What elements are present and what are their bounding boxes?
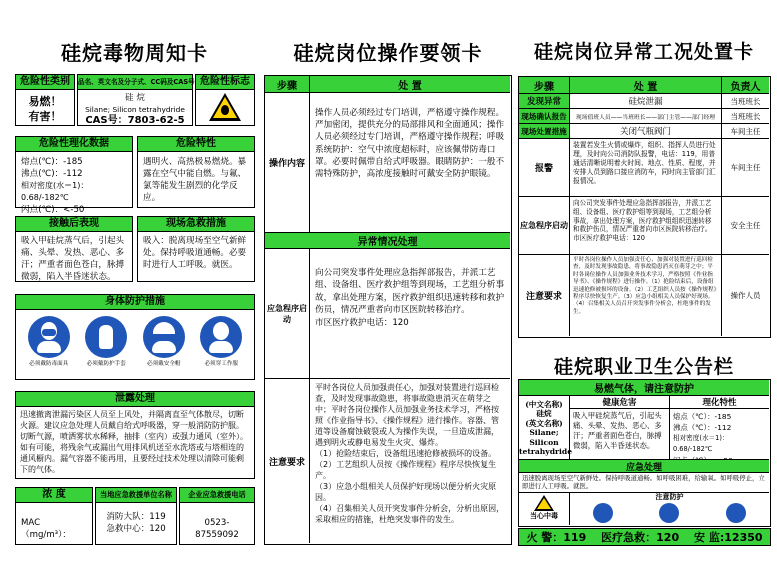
- op-text: 操作人员必须经过专门培训，严格遵守操作规程。严加密闭，提供充分的局部排风和全面通风；操作人员必须经过专门培训，严格遵守操作规程；呼吸系统防护：空气中浓度超标时，应该佩带防毒口罩。必要时佩带自给式呼吸器。眼睛防护：一般不需特殊防护，高浓度接触时可戴安全防护眼镜。: [309, 92, 510, 232]
- physchem-header: 危险性理化数据: [16, 137, 132, 152]
- physchem-line: 闪点(℃)：<-50: [21, 205, 85, 215]
- step-cell: 注意要求: [519, 254, 569, 336]
- owner-cell: 当班班长: [721, 93, 769, 108]
- firstaid-header: 现场急救措施: [138, 217, 254, 232]
- abnormal-card-table: [518, 76, 771, 338]
- prop-line: 沸点（℃）：-112: [673, 423, 732, 432]
- en-name-label: (英文名称): [525, 418, 563, 428]
- gloves-icon: [85, 316, 127, 358]
- en-name-value: tetrahydride: [519, 447, 573, 457]
- prop-cell: [669, 408, 769, 459]
- abnormal-header: 异常情况处理: [265, 232, 510, 248]
- concentration-text: MAC（mg/m³）：: [21, 518, 72, 540]
- note-item: （3）应急小组相关人员保护好现场以便分析火灾原因。: [315, 482, 497, 502]
- emergency-cell: [309, 248, 510, 378]
- poison-warning-icon: [534, 495, 554, 511]
- prop-header: 理化特性: [669, 395, 769, 408]
- owner-cell: 车间主任: [721, 138, 769, 196]
- health-text: 吸入甲硅烷蒸气后，引起头痛、头晕、发热、恶心、多汗；严重者面色苍白，脉搏微弱，陷入半昏迷状态。: [569, 408, 669, 459]
- emergency-phone: 市区医疗救护电话：120: [315, 317, 409, 328]
- card2-title: 硅烷岗位操作要领卡: [293, 41, 483, 65]
- leak-text: 迅速撤离泄漏污染区人员至上风处，并隔离直至气体散尽，切断火源。建议应急处理人员戴自给式呼吸器，穿一般消防防护服。切断气源，喷洒雾状水稀释，抽排（室内）或强力通风（室外）。如有可能，将残余气或漏出气用排风机送至水洗塔或与塔相连的通风橱内。漏气容器不能再用，且要经过技术处理以清除可能剩下的气体。: [20, 410, 248, 474]
- ppe-caption: 必须穿工作服: [204, 361, 239, 367]
- phone-footer: [518, 528, 771, 546]
- note-text: 平时各岗位人员加强责任心，加强对装置进行巡回检查，及时发现事故隐患，将事故隐患消灭在萌芽之中；平时各岗位操作人员加强业务技术学习，严格按照《作业指导书》、《操作规程》进行操作。容器、管道等设备腐蚀破裂或人为操作失误，一旦造成泄漏，遇到明火或静电易发生火灾、爆炸。: [315, 383, 499, 447]
- prop-line: 熔点（℃）：-185: [673, 412, 732, 421]
- ppe-box: [15, 294, 255, 380]
- gas-mask-icon: [593, 503, 613, 523]
- firstaid-box: [137, 216, 255, 282]
- card1-title: 硅烷毒物周知卡: [61, 41, 208, 65]
- contact-text: 吸入甲硅烷蒸气后，引起头痛、头晕、发热、恶心、多汗；严重者面色苍白，脉搏微弱，陷入半昏迷状态。: [21, 236, 125, 282]
- hazard-class-line2: 有害！: [28, 110, 62, 123]
- col-owner-header: 负责人: [721, 77, 769, 93]
- hazard-props-text: 遇明火、高热极易燃烧。暴露在空气中能自燃。与氟、氯等能发生剧烈的化学反应。: [143, 157, 247, 203]
- medical-phone: 医疗急救：120: [601, 531, 680, 544]
- step-cell: 报警: [519, 138, 569, 196]
- poison-sign-caption: 当心中毒: [530, 512, 558, 520]
- leak-box: [15, 391, 255, 479]
- leak-header: 泄露处理: [16, 392, 254, 407]
- physchem-box: [15, 136, 133, 215]
- gloves-icon: [659, 503, 679, 523]
- note-item: （4）召集相关人员开突发事件分析会，分析出原因，采取相应的措施，杜绝突发事件的发生。: [315, 504, 505, 524]
- note-label: 注意要求: [265, 378, 309, 543]
- gas-mask-icon: [28, 316, 70, 358]
- flammable-warning-icon: [209, 93, 241, 121]
- contact-header: 接触后表现: [16, 217, 132, 232]
- physchem-line: 熔点(℃)：-185: [21, 157, 83, 167]
- owner-cell: 当班班长: [721, 108, 769, 123]
- step-cell: 发现异常: [519, 93, 569, 108]
- proc-cell: 现场值班人员——当班班长——部门主管——部门经理: [569, 108, 721, 123]
- emergency-text: 向公司突发事件处理应急指挥部报告，并派工艺组、设备组、医疗救护组等到现场，工艺组分析事故，拿出处理方案，医疗救护组织迅速转移和救护伤员，情况严重者向市区医院转移治疗。: [315, 268, 505, 316]
- ppe-item: [23, 316, 75, 368]
- local-rescue-header: 当地应急救援单位名称: [96, 488, 176, 503]
- note-item: （2）工艺组织人员按《操作规程》程序尽快恢复生产。: [315, 460, 497, 480]
- en-name-value: Silicon: [529, 437, 559, 447]
- hazard-mark-box: [195, 74, 255, 126]
- col-proc-header: 处 置: [569, 77, 721, 93]
- note-item: （1）抢险结束后，设备组迅速抢修被损坏的设备。: [315, 449, 497, 458]
- emergency-center-phone: 急救中心：120: [106, 524, 166, 534]
- col-step-header: 步骤: [265, 76, 309, 92]
- substance-name-box: [77, 74, 193, 126]
- cn-name-value: 硅烷: [536, 409, 552, 419]
- op-label: 操作内容: [265, 92, 309, 232]
- concentration-box: [15, 487, 93, 545]
- physchem-line: 相对密度(水＝1)：0.68/-182℃: [21, 181, 89, 202]
- helmet-icon: [143, 316, 185, 358]
- step-cell: 应急程序启动: [519, 196, 569, 254]
- fire-brigade-phone: 消防大队：119: [106, 512, 166, 522]
- work-clothes-icon: [726, 503, 746, 523]
- emergency-header: 应急处理: [519, 459, 769, 472]
- company-phone-value: 0523-87559092: [195, 518, 239, 540]
- contact-box: [15, 216, 133, 282]
- company-phone-header: 企业应急救援电话: [180, 488, 254, 503]
- note-cell: [309, 378, 510, 543]
- cas-number: CAS号：7803-62-5: [85, 115, 185, 126]
- hazard-class-line1: 易燃！: [28, 95, 62, 108]
- proc-cell: 关闭气瓶阀门: [569, 123, 721, 138]
- card3-title: 硅烷岗位异常工况处置卡: [533, 41, 754, 63]
- physchem-line: 沸点(℃)：-112: [21, 169, 83, 179]
- concentration-header: 浓 度: [16, 488, 92, 503]
- proc-cell: 硅烷泄漏: [569, 93, 721, 108]
- prop-line: 相对密度(水＝1)：0.68/-182℃: [673, 434, 729, 453]
- step-cell: 现场确认报告: [519, 108, 569, 123]
- hazard-props-box: [137, 136, 255, 208]
- company-phone-box: [179, 487, 255, 545]
- emergency-label: 应急程序启动: [265, 248, 309, 378]
- bulletin-table: [518, 379, 771, 527]
- poison-sign-cell: [519, 492, 569, 525]
- health-header: 健康危害: [569, 395, 669, 408]
- col-proc-header: 处 置: [309, 76, 510, 92]
- hazard-mark-header: 危险性标志: [196, 75, 254, 90]
- en-name-value: Silane;: [529, 428, 559, 438]
- hazard-class-header: 危险性类别: [16, 75, 74, 90]
- ppe-item: [80, 316, 132, 368]
- ppe-caption: 必须戴安全帽: [146, 361, 181, 367]
- protection-header: 注意防护: [655, 493, 684, 501]
- substance-cn-name: 硅 烷: [125, 93, 145, 103]
- hazard-class-box: [15, 74, 75, 126]
- cn-name-label: (中文名称): [525, 400, 563, 409]
- protection-cell: [569, 492, 769, 525]
- col-step-header: 步骤: [519, 77, 569, 93]
- hazard-props-header: 危险特性: [138, 137, 254, 152]
- ppe-caption: 必须戴防护手套: [86, 361, 126, 367]
- step-cell: 现场处置措施: [519, 123, 569, 138]
- warning-header: 易燃气体，请注意防护: [519, 380, 769, 395]
- ppe-header: 身体防护措施: [16, 295, 254, 310]
- proc-cell: 装置若发生火情或爆炸，组织、指挥人员进行处理，及时向公司消防队报警，电话：119，用普通话清晰说明着火时间、地点、性质、程度，并安排人员到路口接应消防车，同时向主管部门汇报情况。: [569, 138, 721, 196]
- emergency-text: 迅速脱离现场至空气新鲜处。保持呼吸道通畅。如呼吸困难，给输氧。如呼吸停止，立即进行人工呼吸。就医。: [519, 472, 769, 492]
- owner-cell: 安全主任: [721, 196, 769, 254]
- work-clothes-icon: [200, 316, 242, 358]
- card4-title: 硅烷职业卫生公告栏: [553, 356, 734, 378]
- substance-en-name: Silane; Silicon tetrahydride: [85, 105, 185, 114]
- proc-cell: 平时各岗位操作人员加强责任心，加强对装置进行巡回检查，及时发现事故隐患，将事故隐患消灭在萌芽之中；平时各岗位操作人员加强业务技术学习，严格按照《作业指导书》、《操作规程》进行操作。（1）抢险结束后，设备组迅速抢修被损坏的设备。（2）工艺组织人员按《操作规程》程序尽快恢复生产。（3）应急小组相关人员保护好现场。（4）召集相关人员召开突发事件分析会，杜绝事件的发生。: [569, 254, 721, 336]
- ppe-caption: 必须戴防毒面具: [29, 361, 69, 367]
- owner-cell: 操作人员: [721, 254, 769, 336]
- safety-phone: 安 监:12350: [694, 531, 763, 544]
- firstaid-text: 吸入：脱离现场至空气新鲜处。保持呼吸道通畅。必要时进行人工呼吸。就医。: [143, 236, 247, 270]
- local-rescue-box: [95, 487, 177, 545]
- op-card-table: [264, 75, 512, 545]
- substance-name-header: 品名、英文名及分子式、CC码及CAS号: [78, 75, 192, 90]
- owner-cell: 车间主任: [721, 123, 769, 138]
- proc-cell: 向公司突发事件处理应急指挥部报告，并派工艺组、设备组、医疗救护组等到现场，工艺组分析事故，拿出处理方案，医疗救护组组织迅速转移和救护伤员，情况严重者向市区医院转移治疗。市区医疗救护电话：120: [569, 196, 721, 254]
- ppe-item: [195, 316, 247, 368]
- substance-name-cell: [519, 395, 573, 459]
- fire-phone: 火 警：119: [526, 531, 587, 544]
- ppe-item: [138, 316, 190, 368]
